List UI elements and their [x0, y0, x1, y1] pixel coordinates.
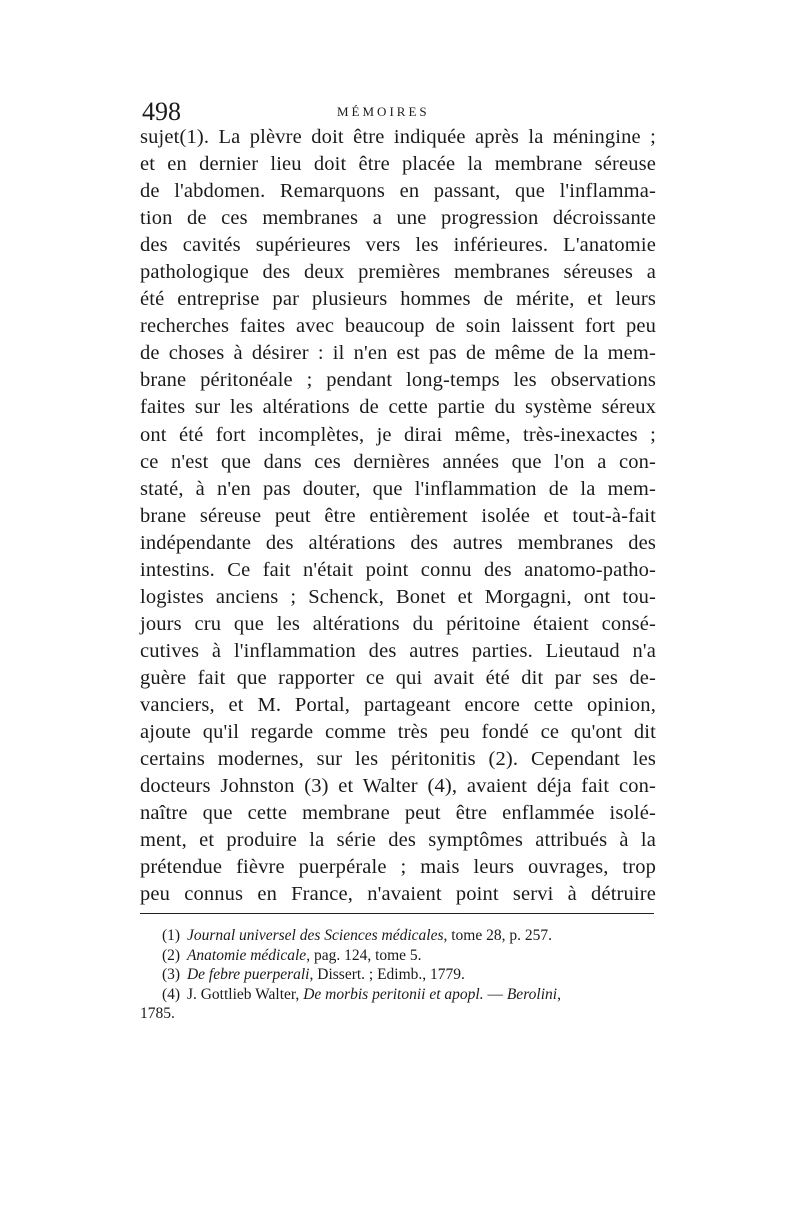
- footnote-2: [140, 946, 656, 966]
- footnote-rest: , pag. 124, tome 5.: [306, 946, 422, 964]
- text-line: été entreprise par plusieurs hommes de mérite, et leurs: [140, 288, 656, 311]
- footnote-title: De febre puerperali: [186, 966, 310, 983]
- page-number: 498: [142, 97, 181, 126]
- page-header: [142, 97, 662, 127]
- text-line: peu connus en France, n'avaient point servi à détruire: [140, 883, 656, 906]
- footnote-4-continuation: 1785.: [140, 1005, 175, 1022]
- footnote-title: Journal universel des Sciences médicales: [186, 927, 444, 944]
- footnote-4: [140, 985, 656, 1005]
- footnote-3: [140, 965, 656, 985]
- text-line: ce n'est que dans ces dernières années que l'on a con-: [140, 450, 656, 473]
- text-line: des cavités supérieures vers les inférieures. L'anatomie: [140, 234, 656, 257]
- text-line: intestins. Ce fait n'était point connu des anatomo-patho-: [140, 558, 656, 581]
- footnote-marker: (3): [162, 966, 181, 983]
- footnote-title: De morbis peritonii et apopl.: [303, 985, 484, 1003]
- text-line: certains modernes, sur les péritonitis (2). Cependant les: [140, 748, 656, 771]
- text-line: ont été fort incomplètes, je dirai même, très-inexactes ;: [140, 423, 656, 446]
- text-line: de l'abdomen. Remarquons en passant, que l'inflamma-: [140, 180, 656, 203]
- text-line: brane péritonéale ; pendant long-temps les observations: [140, 369, 656, 392]
- footnote-divider: [140, 913, 654, 914]
- text-line: prétendue fièvre puerpérale ; mais leurs ouvrages, trop: [140, 856, 656, 879]
- text-line: logistes anciens ; Schenck, Bonet et Morgagni, ont tou-: [140, 585, 656, 608]
- text-line: docteurs Johnston (3) et Walter (4), avaient déja fait con-: [140, 775, 656, 798]
- text-line: sujet(1). La plèvre doit être indiquée après la méningine ;: [140, 126, 656, 148]
- footnote-1: [140, 926, 656, 946]
- running-head: MÉMOIRES: [337, 104, 430, 119]
- text-line: cutives à l'inflammation des autres parties. Lieutaud n'a: [140, 639, 656, 662]
- footnotes: [140, 926, 656, 1024]
- text-line: faites sur les altérations de cette partie du système séreux: [140, 396, 656, 419]
- text-line: ment, et produire la série des symptômes attribués à la: [140, 829, 656, 852]
- text-line: guère fait que rapporter ce qui avait été dit par ses de-: [140, 666, 656, 689]
- text-line: et en dernier lieu doit être placée la membrane séreuse: [140, 153, 656, 176]
- body-text: [140, 124, 656, 908]
- footnote-author: J. Gottlieb Walter,: [186, 985, 304, 1003]
- footnote-place: Berolini: [506, 985, 558, 1003]
- footnote-marker: (4): [162, 985, 181, 1003]
- text-line: pathologique des deux premières membranes séreuses a: [140, 261, 656, 284]
- footnote-marker: (2): [162, 946, 181, 964]
- text-line: staté, à n'en pas douter, que l'inflammation de la mem-: [140, 477, 656, 500]
- text-line: vanciers, et M. Portal, partageant encore cette opinion,: [140, 693, 656, 716]
- text-line: recherches faites avec beaucoup de soin laissent fort peu: [140, 315, 656, 338]
- text-line: ajoute qu'il regarde comme très peu fondé ce qu'ont dit: [140, 721, 656, 744]
- footnote-title: Anatomie médicale: [186, 946, 307, 964]
- footnote-marker: (1): [162, 927, 181, 944]
- footnote-rest: , tome 28, p. 257.: [443, 927, 552, 944]
- text-line: tion de ces membranes a une progression décroissante: [140, 207, 656, 230]
- footnote-rest: , Dissert. ; Edimb., 1779.: [309, 966, 465, 983]
- text-line: de choses à désirer : il n'en est pas de même de la mem-: [140, 342, 656, 365]
- text-line: jours cru que les altérations du péritoine étaient consé-: [140, 612, 656, 635]
- footnote-tail: ,: [557, 985, 561, 1003]
- text-line: indépendante des altérations des autres membranes des: [140, 531, 656, 554]
- text-line: naître que cette membrane peut être enflammée isolé-: [140, 802, 656, 825]
- footnote-rest: —: [483, 985, 507, 1003]
- text-line: brane séreuse peut être entièrement isolée et tout-à-fait: [140, 504, 656, 527]
